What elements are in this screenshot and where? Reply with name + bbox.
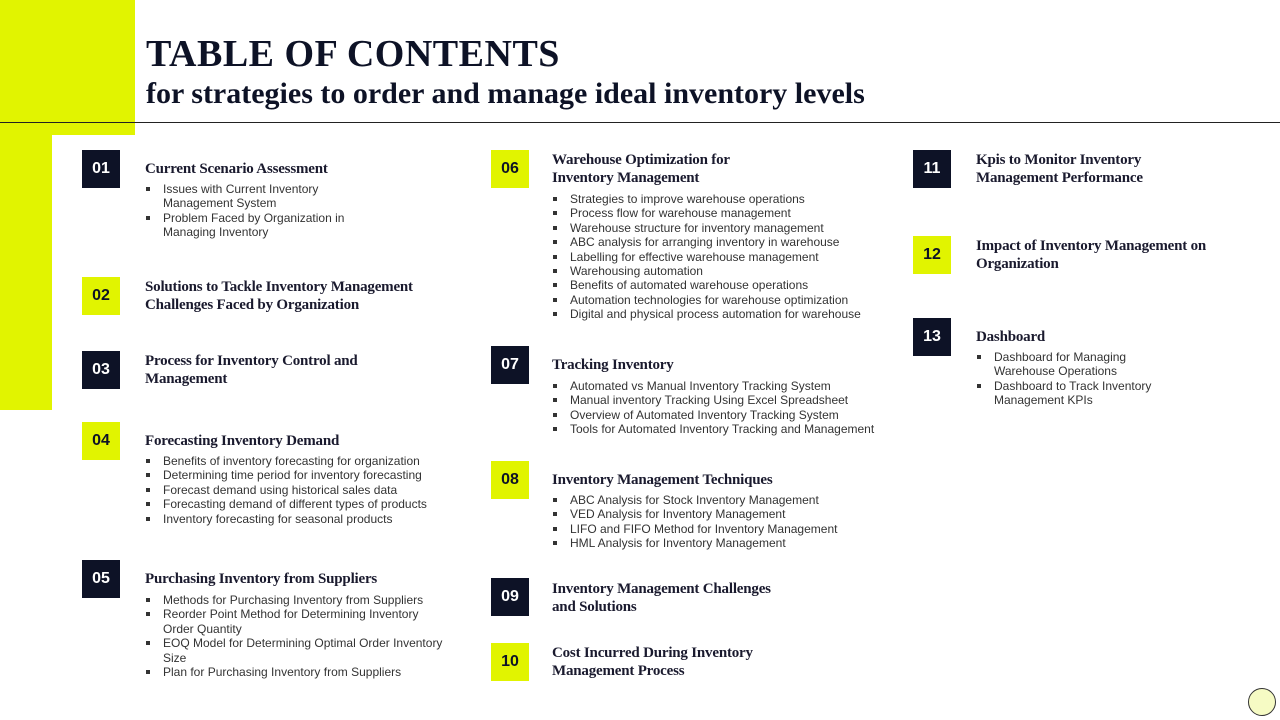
header-divider bbox=[0, 122, 1280, 123]
bullet-item: Forecasting demand of different types of products bbox=[145, 497, 465, 511]
bullet-item: Issues with Current Inventory Management System bbox=[145, 182, 375, 211]
page-title: TABLE OF CONTENTS bbox=[146, 33, 560, 75]
bullet-item: ABC analysis for arranging inventory in warehouse bbox=[552, 235, 892, 249]
section-title[interactable]: Purchasing Inventory from Suppliers bbox=[145, 571, 378, 587]
bullet-item: ABC Analysis for Stock Inventory Management bbox=[552, 493, 892, 507]
bullet-item: Warehousing automation bbox=[552, 264, 892, 278]
section-number-badge: 07 bbox=[491, 346, 529, 384]
section-number-badge: 04 bbox=[82, 422, 120, 460]
section-number-badge: 12 bbox=[913, 236, 951, 274]
bullet-item: Dashboard to Track Inventory Management KPIs bbox=[976, 379, 1176, 408]
bullet-item: Strategies to improve warehouse operations bbox=[552, 192, 892, 206]
bullet-item: Warehouse structure for inventory management bbox=[552, 221, 892, 235]
section-number-badge: 05 bbox=[82, 560, 120, 598]
bullet-item: Forecast demand using historical sales data bbox=[145, 483, 465, 497]
subtitle-text: strategies to order and manage ideal inventory levels bbox=[183, 77, 865, 110]
section-number-badge: 01 bbox=[82, 150, 120, 188]
bullet-item: Methods for Purchasing Inventory from Suppliers bbox=[145, 593, 445, 607]
bullet-item: HML Analysis for Inventory Management bbox=[552, 536, 892, 550]
bullet-item: Automation technologies for warehouse optimization bbox=[552, 293, 892, 307]
section-bullet-list bbox=[145, 593, 445, 679]
section-number-badge: 09 bbox=[491, 578, 529, 616]
bullet-item: Tools for Automated Inventory Tracking and Management bbox=[552, 422, 892, 436]
accent-top-block bbox=[0, 0, 135, 135]
bullet-item: Determining time period for inventory forecasting bbox=[145, 468, 465, 482]
section-number-badge: 06 bbox=[491, 150, 529, 188]
section-number-badge: 03 bbox=[82, 351, 120, 389]
bullet-item: Problem Faced by Organization in Managing Inventory bbox=[145, 211, 375, 240]
section-number-badge: 11 bbox=[913, 150, 951, 188]
section-title[interactable]: Warehouse Optimization for Inventory Management bbox=[552, 152, 730, 186]
slide-corner-circle bbox=[1248, 688, 1276, 716]
section-bullet-list bbox=[145, 454, 465, 526]
page-subtitle bbox=[146, 77, 865, 111]
bullet-item: Plan for Purchasing Inventory from Suppliers bbox=[145, 665, 445, 679]
bullet-item: EOQ Model for Determining Optimal Order Inventory Size bbox=[145, 636, 445, 665]
bullet-item: Automated vs Manual Inventory Tracking System bbox=[552, 379, 892, 393]
section-number-badge: 10 bbox=[491, 643, 529, 681]
section-bullet-list bbox=[552, 493, 892, 551]
bullet-item: LIFO and FIFO Method for Inventory Management bbox=[552, 522, 892, 536]
bullet-item: Process flow for warehouse management bbox=[552, 206, 892, 220]
section-title[interactable]: Forecasting Inventory Demand bbox=[145, 433, 340, 449]
section-number-badge: 13 bbox=[913, 318, 951, 356]
section-bullet-list bbox=[552, 379, 892, 437]
section-bullet-list bbox=[145, 182, 375, 240]
section-bullet-list bbox=[976, 350, 1176, 408]
bullet-item: Manual inventory Tracking Using Excel Spreadsheet bbox=[552, 393, 892, 407]
section-title[interactable]: Solutions to Tackle Inventory Management Challenges Faced by Organization bbox=[145, 279, 413, 313]
section-title[interactable]: Inventory Management Challenges and Solutions bbox=[552, 581, 771, 615]
bullet-item: Digital and physical process automation for warehouse bbox=[552, 307, 892, 321]
section-title[interactable]: Process for Inventory Control and Management bbox=[145, 353, 358, 387]
section-title[interactable]: Cost Incurred During Inventory Management Process bbox=[552, 645, 753, 679]
accent-left-bar bbox=[0, 120, 52, 410]
section-title[interactable]: Kpis to Monitor Inventory Management Performance bbox=[976, 152, 1143, 186]
section-title[interactable]: Dashboard bbox=[976, 329, 1046, 345]
bullet-item: VED Analysis for Inventory Management bbox=[552, 507, 892, 521]
section-title[interactable]: Impact of Inventory Management on Organization bbox=[976, 238, 1207, 272]
bullet-item: Inventory forecasting for seasonal products bbox=[145, 512, 465, 526]
section-title[interactable]: Tracking Inventory bbox=[552, 357, 674, 373]
section-number-badge: 08 bbox=[491, 461, 529, 499]
section-title[interactable]: Inventory Management Techniques bbox=[552, 472, 773, 488]
bullet-item: Reorder Point Method for Determining Inventory Order Quantity bbox=[145, 607, 445, 636]
bullet-item: Dashboard for Managing Warehouse Operations bbox=[976, 350, 1176, 379]
bullet-item: Overview of Automated Inventory Tracking System bbox=[552, 408, 892, 422]
section-title[interactable]: Current Scenario Assessment bbox=[145, 161, 328, 177]
bullet-item: Labelling for effective warehouse management bbox=[552, 250, 892, 264]
bullet-item: Benefits of automated warehouse operations bbox=[552, 278, 892, 292]
section-number-badge: 02 bbox=[82, 277, 120, 315]
subtitle-prefix: for bbox=[146, 77, 184, 110]
bullet-item: Benefits of inventory forecasting for organization bbox=[145, 454, 465, 468]
section-bullet-list bbox=[552, 192, 892, 322]
